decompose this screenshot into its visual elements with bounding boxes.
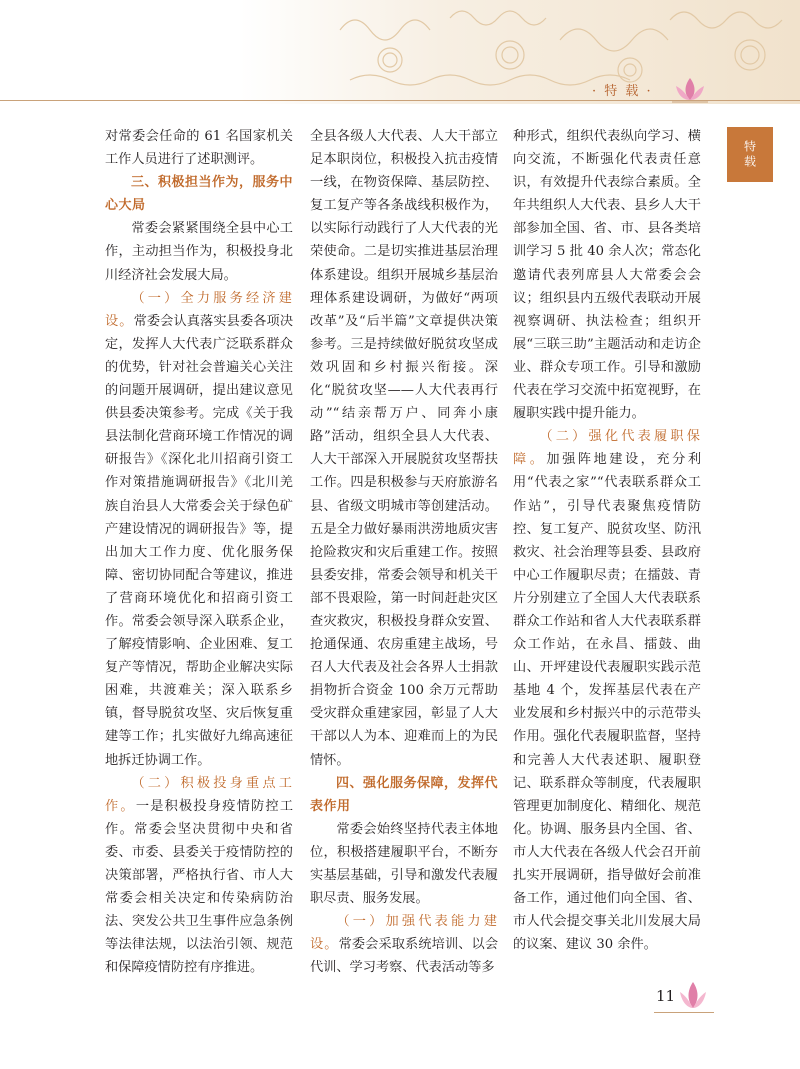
paragraph-text: 一是积极投身疫情防控工作。常委会坚决贯彻中央和省委、市委、县委关于疫情防控的决策部署，严格执行省、市人大常委会相关决定和传染病防治法、突发公共卫生事件应急条例等法律法规，以法治引领、规范和保障疫情防控有序推进。: [105, 798, 294, 976]
section-label: · 特 载 ·: [592, 84, 653, 99]
text-column-3: [513, 125, 701, 956]
page-number: 11: [656, 987, 676, 1005]
text-column-2: [310, 125, 498, 979]
lotus-icon: [670, 74, 710, 104]
paragraph: [310, 910, 498, 979]
paragraph-text: 常委会认真落实县委各项决定，发挥人大代表广泛联系群众的优势，针对社会普遍关心关注的问题开展调研，提出建议意见供县委决策参考。完成《关于我县法制化营商环境工作情况的调研报告》《深化北川招商引资工作对策措施调研报告》《北川羌族自治县人大常委会关于绿色矿产建设情况的调研报告》等，提出加大工作力度、优化服务保障、密切协同配合等建议，推进了营商环境优化和招商引资工作。常委会领导深入联系企业，了解疫情影响、企业困难、复工复产等情况，帮助企业解决实际困难，共渡难关；深入联系乡镇，督导脱贫攻坚、灾后恢复重建等工作；扎实做好九绵高速征地拆迁协调工作。: [105, 313, 294, 768]
section-heading: [310, 772, 498, 818]
paragraph: [105, 772, 293, 980]
paragraph: [105, 287, 293, 772]
paragraph-text: 种形式，组织代表纵向学习、横向交流，不断强化代表责任意识，有效提升代表综合素质。全年共组织人大代表、县乡人大干部参加全国、省、市、县各类培训学习 5 批 40 余人次；常态化邀请代表列席县人大常委会会议；组织县内五级代表联动开展视察调研、执法检查；组织开展“三联三助”主题活动和走访企业、群众专项工作。引导和激励代表在学习交流中拓宽视野，在履职实践中提升能力。: [513, 129, 701, 422]
subsection-heading: （一）加强代表能力建设。: [310, 914, 498, 953]
subsection-heading: （二）积极投身重点工作。: [105, 775, 293, 814]
text-column-1: [105, 125, 293, 979]
paragraph: [310, 818, 498, 910]
paragraph: [310, 125, 498, 772]
paragraph: [513, 425, 701, 956]
paragraph-text: 对常委会任命的 61 名国家机关工作人员进行了述职测评。: [105, 129, 293, 168]
paragraph-text: 加强阵地建设，充分利用“代表之家”“代表联系群众工作站”，引导代表聚焦疫情防控、复工复产、脱贫攻坚、防汛救灾、社会治理等县委、县政府中心工作履职尽责；在擂鼓、青片分别建立了全国人大代表联系群众工作站和省人大代表联系群众工作站，在永昌、擂鼓、曲山、开坪建设代表履职实践示范基地 4 个，发挥基层代表在产业发展和乡村振兴中的示范带头作用。强化代表履职监督，坚持和完善人大代表述职、履职登记、联系群众等制度，代表履职管理更加制度化、精细化、规范化。协调、服务县内全国、省、市人大代表在各级人代会召开前扎实开展调研，指导做好会前准备工作，通过他们向全国、省、市人代会提交事关北川发展大局的议案、建议 30 余件。: [513, 452, 702, 953]
paragraph-text: 常委会始终坚持代表主体地位，积极搭建履职平台，不断夯实基层基础，引导和激发代表履职尽责、服务发展。: [310, 821, 498, 907]
paragraph-text: 全县各级人大代表、人大干部立足本职岗位，积极投入抗击疫情一线，在物资保障、基层防控、复工复产等各条战线积极作为，以实际行动践行了人大代表的光荣使命。二是切实推进基层治理体系建设。组织开展城乡基层治理体系建设调研，为做好“两项改革”及“后半篇”文章提供决策参考。三是持续做好脱贫攻坚成效巩固和乡村振兴衔接。深化“脱贫攻坚——人大代表再行动”“结亲帮万户、同奔小康路”活动，组织全县人大代表、人大干部深入开展脱贫攻坚帮扶工作。四是积极参与天府旅游名县、省级文明城市等创建活动。五是全力做好暴雨洪涝地质灾害抢险救灾和灾后重建工作。按照县委安排，常委会领导和机关干部不畏艰险，第一时间赶赴灾区查灾救灾，积极投身群众安置、抢通保通、农房重建主战场，号召人大代表及社会各界人士捐款捐物折合资金 100 余万元帮助受灾群众重建家园，彰显了人大干部以人为本、迎难而上的为民情怀。: [310, 129, 498, 768]
footer-rule: [654, 1012, 714, 1013]
paragraph: [105, 125, 293, 171]
paragraph-text: 四、强化服务保障，发挥代表作用: [310, 775, 499, 814]
paragraph: [105, 217, 293, 286]
subsection-heading: （一）全力服务经济建设。: [105, 290, 293, 329]
paragraph-text: 常委会紧紧围绕全县中心工作，主动担当作为，积极投身北川经济社会发展大局。: [105, 221, 293, 283]
subsection-heading: （二）强化代表履职保障。: [513, 429, 701, 468]
cloud-pattern-decoration: [330, 0, 800, 104]
paragraph-text: 三、积极担当作为，服务中心大局: [105, 175, 294, 214]
lotus-icon: [676, 978, 710, 1012]
section-heading: [105, 171, 293, 217]
paragraph: [513, 125, 701, 425]
side-tab: 特载: [727, 127, 773, 182]
paragraph-text: 常委会采取系统培训、以会代训、学习考察、代表活动等多: [310, 937, 499, 976]
